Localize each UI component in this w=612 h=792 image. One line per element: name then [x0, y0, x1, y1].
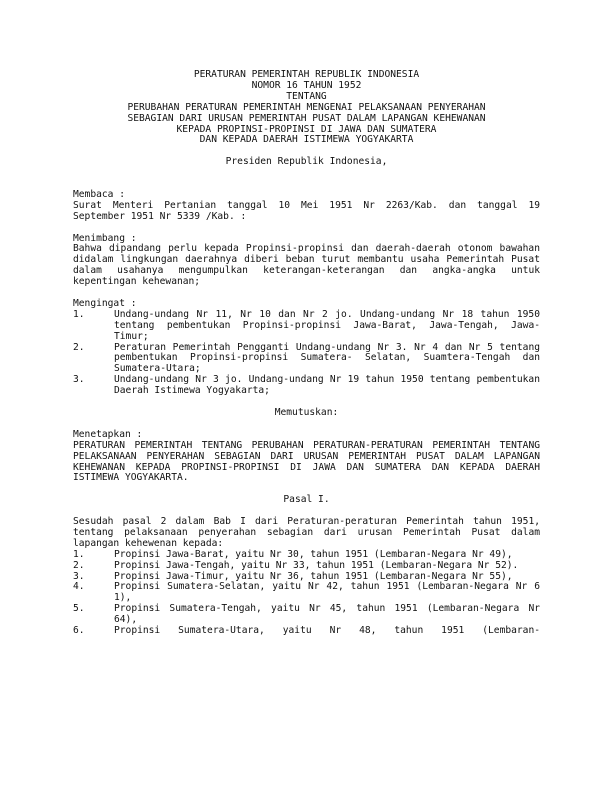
section-membaca — [73, 190, 540, 223]
list-number: 3. — [73, 374, 85, 386]
section-text: Bahwa dipandang perlu kepada Propinsi-propinsi dan daerah-daerah otonom bawahan didalam lingkungan daerahnya diberi beban turut membantu usaha Pemerintah Pusat dalam usahanya mengumpulkan keterangan-keterangan dan angka-angka untuk kepentingan kehewanan; — [73, 243, 540, 288]
header-line: DAN KEPADA DAERAH ISTIMEWA YOGYAKARTA — [199, 134, 414, 146]
header-line: NOMOR 16 TAHUN 1952 — [251, 79, 362, 91]
section-text: Sesudah pasal 2 dalam Bab I dari Peraturan-peraturan Pemerintah tahun 1951, tentang pelaksanaan penyerahan sebagian dari urusan Pemerintah Pusat dalam lapangan kehewenan kepada: — [73, 516, 540, 549]
list-number: 4. — [73, 581, 85, 593]
list-number: 5. — [73, 603, 85, 615]
list-item — [73, 561, 540, 572]
list-item — [73, 582, 540, 604]
section-label: Mengingat : — [73, 297, 137, 309]
list-number: 2. — [73, 341, 85, 353]
list-number: 1. — [73, 308, 85, 320]
section-text: PERATURAN PEMERINTAH TENTANG PERUBAHAN PERATURAN-PERATURAN PEMERINTAH TENTANG PELAKSANAAN PENYERAHAN SEBAGIAN DARI URUSAN PEMERINTAH PUSAT DALAM LAPANGAN KEHEWANAN KEPADA PROPINSI-PROPINSI DI JAWA DAN SUMATERA DAN KEPADA DAERAH ISTIMEWA YOGYAKARTA. — [73, 439, 540, 484]
president-line: Presiden Republik Indonesia, — [225, 156, 388, 168]
list-item — [73, 550, 540, 561]
list-item — [73, 604, 540, 626]
list-number: 2. — [73, 559, 85, 571]
list-number: 1. — [73, 548, 85, 560]
pasal-heading: Pasal I. — [283, 494, 330, 506]
section-label: Menimbang : — [73, 232, 137, 244]
document-page — [73, 70, 540, 637]
header-line: PERUBAHAN PERATURAN PEMERINTAH MENGENAI PELAKSANAAN PENYERAHAN — [127, 101, 486, 113]
section-mengingat — [73, 299, 540, 397]
header-line: KEPADA PROPINSI-PROPINSI DI JAWA DAN SUMATERA — [176, 123, 437, 135]
section-text: Surat Menteri Pertanian tanggal 10 Mei 1951 Nr 2263/Kab. dan tanggal 19 September 1951 Nr 5339 /Kab. : — [73, 199, 540, 222]
section-menetapkan — [73, 430, 540, 485]
list-text: Propinsi Sumatera-Selatan, yaitu Nr 42, tahun 1951 (Lembaran-Negara Nr 6 1), — [114, 581, 540, 604]
section-pasal-1 — [73, 517, 540, 637]
section-label: Menetapkan : — [73, 428, 143, 440]
header-line: PERATURAN PEMERINTAH REPUBLIK INDONESIA — [193, 69, 420, 80]
section-label: Membaca : — [73, 188, 125, 200]
list-text: Propinsi Sumatera-Utara, yaitu Nr 48, tahun 1951 (Lembaran- — [114, 625, 540, 637]
list-text: Undang-undang Nr 11, Nr 10 dan Nr 2 jo. Undang-undang Nr 18 tahun 1950 tentang pembentukan Propinsi-propinsi Jawa-Barat, Jawa-Tengah, Jawa-Timur; — [114, 308, 540, 342]
list-number: 3. — [73, 570, 85, 582]
list-text: Peraturan Pemerintah Pengganti Undang-undang Nr 3. Nr 4 dan Nr 5 tentang pembentukan Propinsi-propinsi Sumatera- Selatan, Suamtera-Tengah dan Sumatera-Utara; — [114, 341, 540, 375]
list-item — [73, 375, 540, 397]
list-text: Propinsi Jawa-Timur, yaitu Nr 36, tahun 1951 (Lembaran-Negara Nr 55), — [114, 570, 513, 582]
list-item — [73, 626, 540, 637]
list-number: 6. — [73, 625, 85, 637]
list-item — [73, 310, 540, 343]
header-line: SEBAGIAN DARI URUSAN PEMERINTAH PUSAT DALAM LAPANGAN KEHEWANAN — [127, 112, 486, 124]
list-text: Propinsi Jawa-Tengah, yaitu Nr 33, tahun 1951 (Lembaran-Negara Nr 52). — [114, 559, 519, 571]
memutuskan-heading: Memutuskan: — [274, 407, 339, 418]
header-line: TENTANG — [286, 90, 327, 102]
list-item — [73, 343, 540, 376]
list-text: Propinsi Sumatera-Tengah, yaitu Nr 45, tahun 1951 (Lembaran-Negara Nr 64), — [114, 603, 540, 626]
list-text: Undang-undang Nr 3 jo. Undang-undang Nr 19 tahun 1950 tentang pembentukan Daerah Istimewa Yogyakarta; — [114, 374, 540, 397]
document-header — [73, 70, 540, 168]
list-text: Propinsi Jawa-Barat, yaitu Nr 30, tahun 1951 (Lembaran-Negara Nr 49), — [114, 548, 513, 560]
section-menimbang — [73, 234, 540, 289]
